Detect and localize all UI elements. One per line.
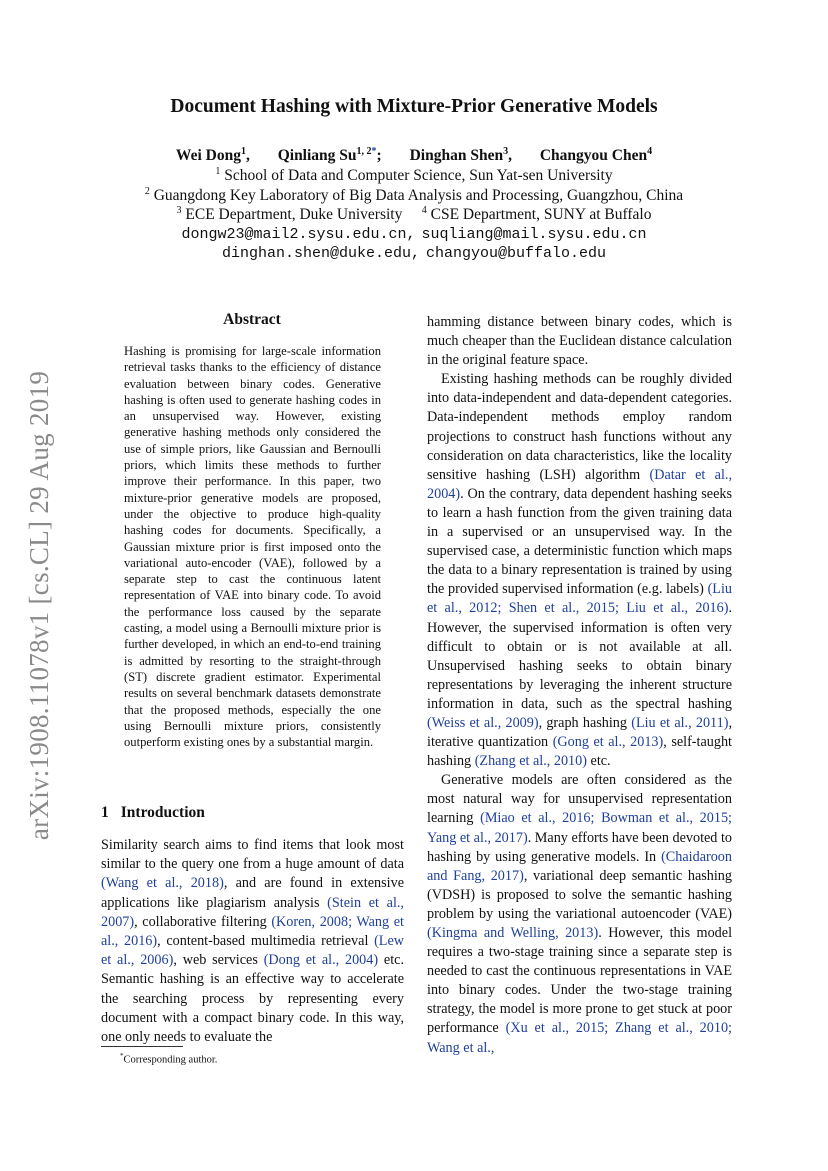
citation-link[interactable]: (Koren, 2008; Wang et al., 2016)	[101, 913, 404, 950]
section-heading-introduction: 1 Introduction	[101, 804, 205, 821]
citation-link[interactable]: (Lew et al., 2006)	[101, 933, 404, 969]
citation-link[interactable]: (Xu et al., 2015; Zhang et al., 2010; Wang et al.,	[427, 1020, 732, 1056]
right-column	[427, 313, 732, 1058]
footnote-mark: *	[120, 1052, 124, 1060]
author-2: Qinliang $Su^{1, 2*}$;	[277, 146, 382, 165]
paper-title: Document Hashing with Mixture-Prior Generative Models	[170, 96, 658, 117]
email-chen: changyou@buffalo.edu	[426, 245, 607, 262]
paragraph-existing-hashing: Existing hashing methods can be roughly divided into data-independent and data-dependent categories. Data-independent methods employ random projections to construct hash functions without any consideration on data characteristics, like the locality sensitive hashing (LSH) algorithm (Datar et al., 2004). On the contrary, data dependent hashing seeks to learn a hash function from the given training data in a supervised or an unsupervised way. In the supervised case, a deterministic function which maps the data to a binary representation is trained by using the provided supervised information (e.g. labels) (Liu et al., 2012; Shen et al., 2015; Liu et al., 2016). However, the supervised information is often very difficult to obtain or is not available at all. Unsupervised hashing seeks to obtain binary representations by leveraging the inherent structure information in data, such as the spectral hashing (Weiss et al., 2009), graph hashing (Liu et al., 2011), iterative quantization (Gong et al., 2013), self-taught hashing (Zhang et al., 2010) etc.	[427, 371, 732, 770]
abstract-text: Hashing is promising for large-scale information retrieval tasks thanks to the efficiency of distance evaluation between binary codes. Generative hashing is often used to generate hashing codes in an unsupervised way. However, existing generative hashing methods only considered the use of simple priors, like Gaussian and Bernoulli priors, which limits these methods to further improve their performance. In this paper, two mixture-prior generative models are proposed, under the objective to produce high-quality hashing codes for documents. Specifically, a Gaussian mixture prior is first imposed onto the variational auto-encoder (VAE), followed by a separate step to cast the continuous latent representation of VAE into binary code. To avoid the performance loss caused by the separate casting, a model using a Bernoulli mixture prior is further developed, in which an end-to-end training is admitted by resorting to the straight-through (ST) discrete gradient estimator. Experimental results on several benchmark datasets demonstrate that the proposed methods, especially the one using Bernoulli mixture priors, consistently outperform existing ones by a substantial margin.	[124, 344, 381, 750]
author-1: Wei Dong$^1$,	[175, 146, 250, 165]
author-list	[0, 146, 828, 165]
footnote-text: Corresponding author.	[123, 1054, 218, 1066]
citation-link[interactable]: (Datar et al., 2004)	[427, 466, 732, 502]
affiliation-3-4: $^3$ ECE Department, Duke University $^4$ CSE Department, SUNY at Buffalo	[176, 205, 652, 224]
author-3: Dinghan Shen$^3$,	[409, 146, 512, 165]
citation-link[interactable]: (Liu et al., 2011)	[631, 714, 729, 731]
abstract-heading: Abstract	[223, 311, 281, 328]
email-su: suqliang@mail.sysu.edu.cn	[421, 226, 647, 243]
affiliation-2: $^2$ Guangdong Key Laboratory of Big Data Analysis and Processing, Guangzhou, China	[144, 186, 684, 205]
email-dong: dongw23@mail2.sysu.edu.cn,	[181, 226, 416, 243]
citation-link[interactable]: (Kingma and Welling, 2013)	[427, 925, 599, 941]
citation-link[interactable]: (Zhang et al., 2010)	[474, 753, 587, 770]
citation-link[interactable]: (Chaidaroon and Fang, 2017)	[427, 848, 732, 884]
citation-link[interactable]: (Gong et al., 2013)	[552, 734, 664, 751]
paragraph-generative-models: Generative models are often considered as the most natural way for unsupervised representation learning (Miao et al., 2016; Bowman et al., 2015; Yang et al., 2017). Many efforts have been devoted to hashing by using generative models. In (Chaidaroon and Fang, 2017), variational deep semantic hashing (VDSH) is proposed to solve the semantic hashing problem by using the variational autoencoder (VAE) (Kingma and Welling, 2013). However, this model requires a two-stage training since a separate step is needed to cast the continuous representations in VAE into binary codes. Under the two-stage training strategy, the model is more prone to get stuck at poor performance (Xu et al., 2015; Zhang et al., 2010; Wang et al.,	[427, 772, 733, 1056]
email-row-2	[0, 245, 828, 262]
author-4: Changyou Chen$^4$	[539, 146, 653, 165]
paragraph-continuation: hamming distance between binary codes, which is much cheaper than the Euclidean distance calculation in the original feature space.	[427, 314, 732, 369]
arxiv-identifier-stamp	[20, 360, 60, 850]
citation-link[interactable]: (Miao et al., 2016; Bowman et al., 2015; Yang et al., 2017)	[427, 810, 732, 846]
citation-link[interactable]: (Liu et al., 2012; Shen et al., 2015; Liu et al., 2016)	[427, 581, 732, 617]
email-shen: dinghan.shen@duke.edu,	[221, 245, 420, 262]
citation-link[interactable]: (Dong et al., 2004)	[263, 952, 379, 969]
footnote-divider	[101, 1046, 183, 1047]
arxiv-identifier-text: arXiv:1908.11078v1 [cs.CL] 29 Aug 2019	[24, 370, 55, 840]
citation-link[interactable]: (Stein et al., 2007)	[101, 894, 404, 930]
citation-link[interactable]: (Weiss et al., 2009)	[427, 714, 539, 731]
email-row-1	[0, 226, 828, 243]
corresponding-author-mark[interactable]: *	[371, 146, 377, 157]
intro-paragraph-1: Similarity search aims to find items that look most similar to the query one from a huge amount of data (Wang et al., 2018), and are found in extensive applications like plagiarism analysis (Stein et al., 2007), collaborative filtering (Koren, 2008; Wang et al., 2016), content-based multimedia retrieval (Lew et al., 2006), web services (Dong et al., 2004) etc. Semantic hashing is an effective way to accelerate the searching process by representing every document with a compact binary code. In this way, one only needs to evaluate the	[101, 837, 404, 1046]
footnote	[120, 1052, 217, 1066]
citation-link[interactable]: (Wang et al., 2018)	[101, 875, 224, 892]
affiliation-1: $^1$ School of Data and Computer Science, Sun Yat-sen University	[215, 166, 613, 185]
